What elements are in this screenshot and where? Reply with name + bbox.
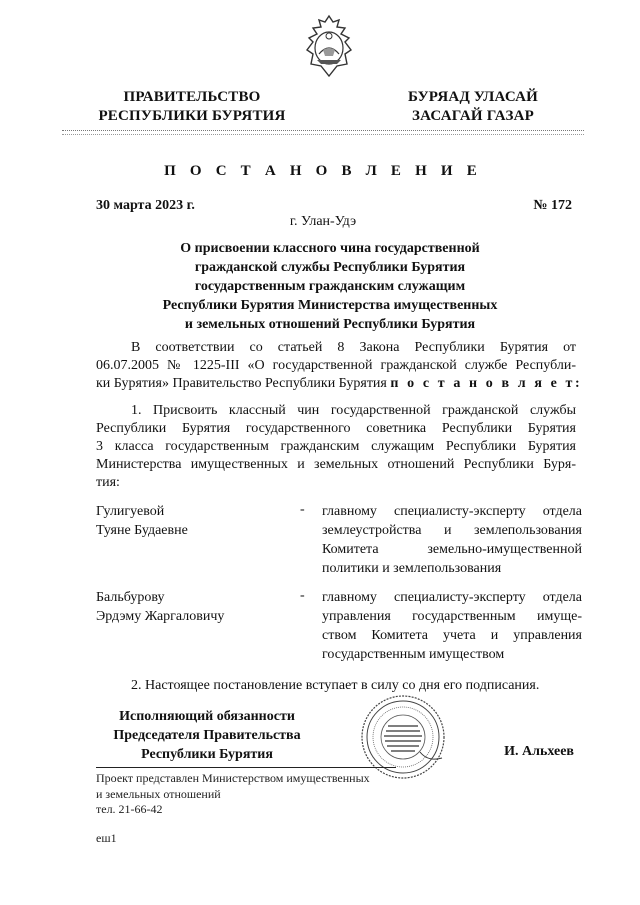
footer-divider	[96, 767, 396, 768]
paragraph-line: Республики Бурятия государственного советника Республики Бурятия	[96, 421, 576, 436]
employee-surname: Гулигуевой	[96, 504, 165, 519]
document-city: г. Улан-Удэ	[289, 214, 357, 229]
title-line: Республики Бурятия Министерства имущественных	[162, 298, 498, 313]
paragraph-line: 06.07.2005 № 1225-III «О государственной гражданской службе Республи-	[96, 358, 576, 373]
signatory-name: И. Альхеев	[504, 744, 574, 759]
employee-dash: -	[300, 502, 305, 517]
footer-line: и земельных отношений	[96, 786, 221, 801]
employee-given-name: Эрдэму Жаргаловичу	[96, 609, 225, 624]
decree-word: п о с т а н о в л я е т:	[390, 376, 583, 391]
employee-surname: Бальбурову	[96, 590, 165, 605]
item-1-paragraph	[96, 402, 576, 492]
paragraph-line	[96, 375, 583, 393]
title-line: О присвоении классного чина государственной	[180, 241, 480, 256]
title-line: и земельных отношений Республики Бурятия	[184, 317, 476, 332]
coat-of-arms-icon	[303, 12, 355, 80]
employee-position	[322, 502, 582, 578]
position-line: политики и землепользования	[322, 561, 502, 576]
employee-given-name: Туяне Будаевне	[96, 523, 188, 538]
employee-name	[96, 502, 286, 540]
paragraph-line: 1. Присвоить классный чин государственной гражданской службы	[131, 403, 576, 418]
government-name-bua-line: БУРЯАД УЛАСАЙ	[407, 89, 539, 105]
basis-paragraph	[96, 339, 583, 393]
government-name-bua	[380, 88, 566, 126]
footer-line: Проект представлен Министерством имущественных	[96, 771, 370, 785]
paragraph-line: тия:	[96, 475, 120, 490]
government-name-ru-line: РЕСПУБЛИКИ БУРЯТИЯ	[98, 108, 286, 124]
position-line: государственным имуществом	[322, 647, 505, 662]
item-2-paragraph: 2. Настоящее постановление вступает в силу со дня его подписания.	[131, 678, 540, 693]
signatory-title	[96, 707, 318, 764]
position-line: главному специалисту-эксперту отдела	[322, 504, 582, 519]
signatory-title-line: Председателя Правительства	[113, 728, 301, 743]
header-divider	[62, 134, 584, 135]
executor-initials: еш1	[96, 831, 117, 845]
government-name-ru	[72, 88, 312, 126]
position-line: Комитета земельно-имущественной	[322, 542, 582, 557]
position-line: землеустройства и землепользования	[322, 523, 582, 538]
employee-name	[96, 588, 286, 626]
position-line: ством Комитета учета и управления	[322, 628, 582, 643]
paragraph-line: В соответствии со статьей 8 Закона Республики Бурятия от	[131, 340, 576, 355]
footer-note	[96, 771, 416, 818]
title-line: государственным гражданским служащим	[194, 279, 466, 294]
government-name-ru-line: ПРАВИТЕЛЬСТВО	[123, 89, 261, 105]
employee-position	[322, 588, 582, 664]
paragraph-line: 3 класса государственным гражданским служащим Республики Бурятия	[96, 439, 576, 454]
paragraph-text: ки Бурятия» Правительство Республики Бурятия	[96, 376, 391, 391]
position-line: главному специалисту-эксперту отдела	[322, 590, 582, 605]
government-name-bua-line: ЗАСАГАЙ ГАЗАР	[412, 108, 534, 124]
document-title	[120, 239, 540, 334]
signatory-title-line: Республики Бурятия	[141, 747, 273, 762]
document-type: П О С Т А Н О В Л Е Н И Е	[164, 163, 482, 179]
paragraph-line: Министерства имущественных и земельных отношений Республики Буря-	[96, 457, 576, 472]
document-number: № 172	[533, 198, 572, 213]
header-divider	[62, 130, 584, 131]
document-date: 30 марта 2023 г.	[96, 198, 195, 213]
position-line: управления государственным имуще-	[322, 609, 582, 624]
footer-line: тел. 21-66-42	[96, 802, 163, 816]
title-line: гражданской службы Республики Бурятия	[194, 260, 466, 275]
employee-dash: -	[300, 588, 305, 603]
signatory-title-line: Исполняющий обязанности	[119, 709, 295, 724]
